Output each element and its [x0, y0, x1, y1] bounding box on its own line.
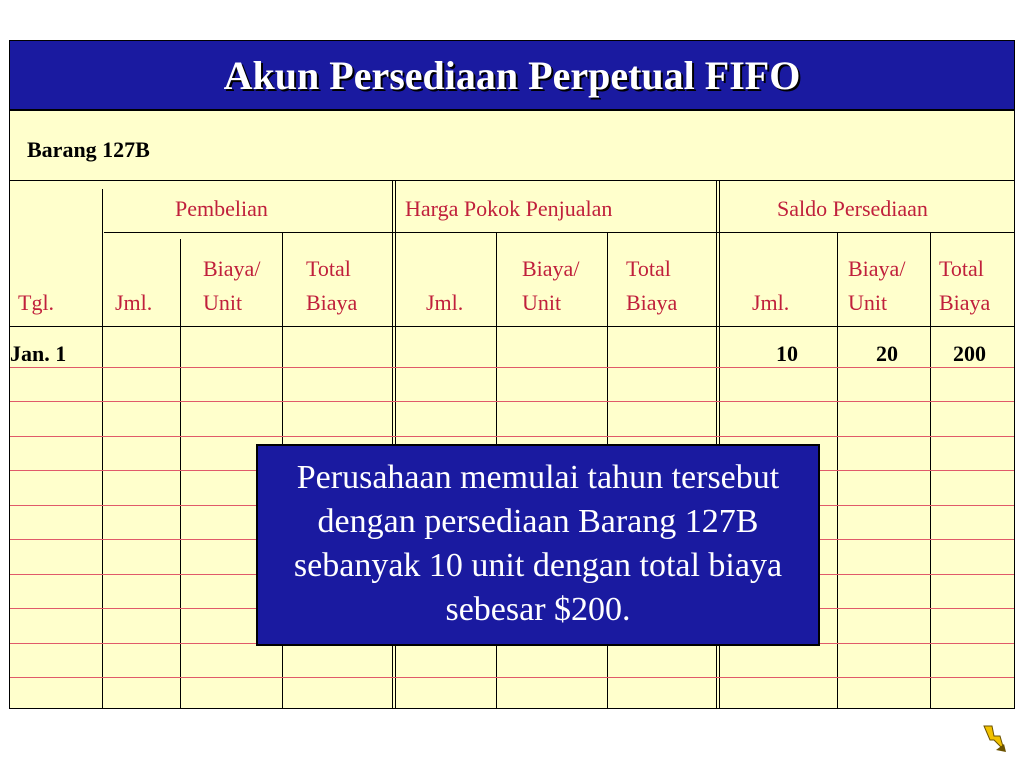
section-cogs: Harga Pokok Penjualan [405, 196, 613, 221]
col-cogs-total-cost: Total Biaya [626, 256, 678, 315]
column-divider [837, 233, 838, 709]
col-balance-qty: Jml. [752, 290, 790, 315]
date-column-divider [102, 189, 103, 709]
row-date: Jan. 1 [10, 341, 67, 366]
row-line [10, 436, 1014, 437]
col-purchase-qty: Jml. [115, 290, 153, 315]
item-label: Barang 127B [27, 137, 150, 162]
row-line [10, 367, 1014, 368]
col-purchase-total-cost: Total Biaya [306, 256, 358, 315]
row-line [10, 401, 1014, 402]
section-header-divider [104, 232, 1014, 233]
column-divider [930, 233, 931, 709]
section-balance: Saldo Persediaan [777, 196, 928, 221]
col-balance-unit-cost: Biaya/ Unit [848, 256, 906, 315]
row-balance-qty: 10 [776, 341, 798, 366]
column-header-divider [10, 326, 1014, 327]
row-balance-unit-cost: 20 [876, 341, 898, 366]
col-purchase-unit-cost: Biaya/ Unit [203, 256, 261, 315]
row-balance-total-cost: 200 [953, 341, 986, 366]
section-purchases: Pembelian [175, 196, 268, 221]
col-cogs-unit-cost: Biaya/ Unit [522, 256, 580, 315]
col-cogs-qty: Jml. [426, 290, 464, 315]
col-balance-total-cost: Total Biaya [939, 256, 991, 315]
item-row-divider [10, 180, 1014, 181]
col-date: Tgl. [18, 290, 55, 315]
lightning-bolt-icon[interactable] [980, 724, 1010, 754]
column-divider [180, 239, 181, 709]
explanation-callout: Perusahaan memulai tahun tersebut dengan persediaan Barang 127B sebanyak 10 unit dengan total biaya sebesar $200. [256, 444, 820, 646]
row-line [10, 677, 1014, 678]
page-title: Akun Persediaan Perpetual FIFO [223, 53, 801, 98]
